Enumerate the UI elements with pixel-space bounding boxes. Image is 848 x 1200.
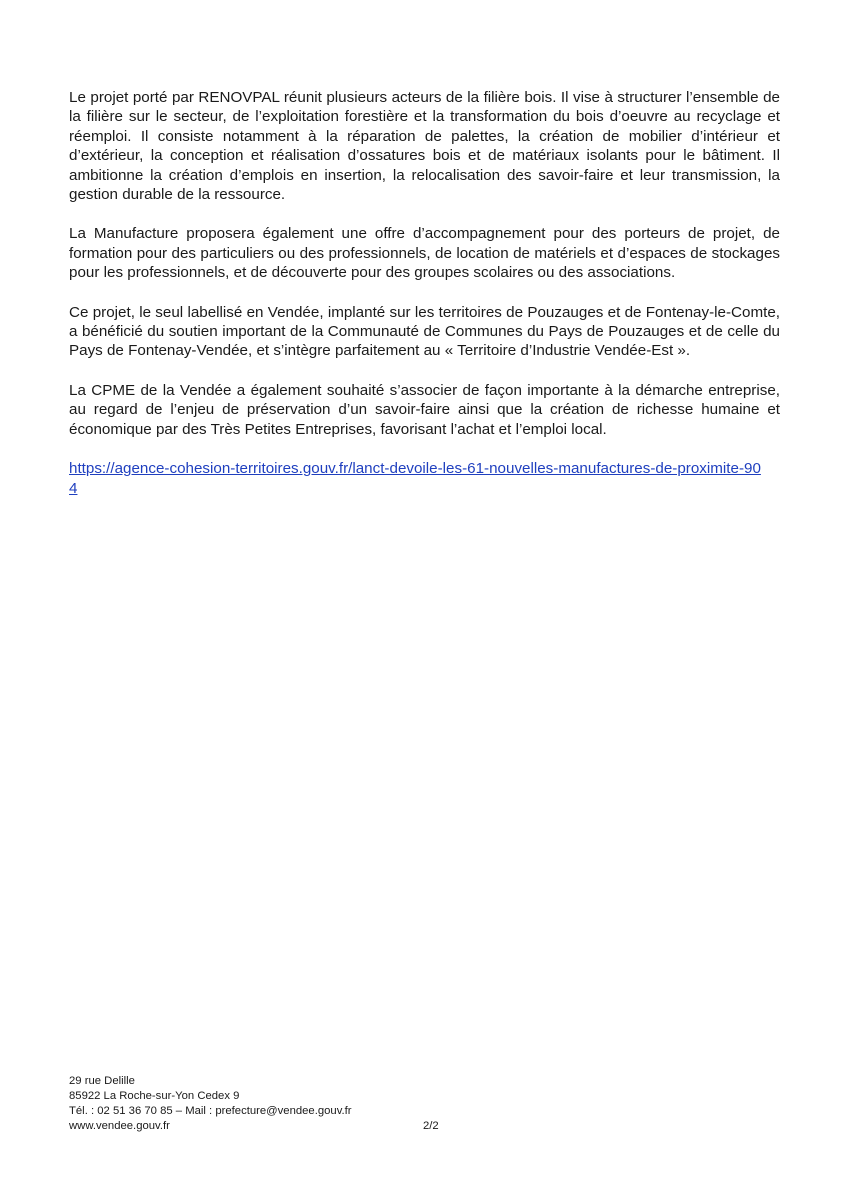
footer-website: www.vendee.gouv.fr	[69, 1120, 170, 1132]
document-body	[69, 88, 780, 498]
paragraph-manufacture: La Manufacture proposera également une offre d’accompagnement pour des porteurs de projet, de formation pour des particuliers ou des professionnels, de location de matériels et d’espaces de stockages pour les professionnels, et de découverte pour des groupes scolaires ou des associations.	[69, 225, 780, 282]
paragraph-projet: Ce projet, le seul labellisé en Vendée, implanté sur les territoires de Pouzauges et de Fontenay-le-Comte, a bénéficié du soutien important de la Communauté de Communes du Pays de Pouzauges et de celle du Pays de Fontenay-Vendée, et s’intègre parfaitement au « Territoire d’Industrie Vendée-Est ».	[69, 303, 780, 360]
source-link[interactable]: https://agence-cohesion-territoires.gouv.fr/lanct-devoile-les-61-nouvelles-manufactures-de-proximite-904	[69, 460, 761, 497]
page-number: 2/2	[423, 1120, 439, 1132]
paragraph-cpme: La CPME de la Vendée a également souhaité s’associer de façon importante à la démarche entreprise, au regard de l’enjeu de préservation d’un savoir-faire ainsi que la création de richesse humaine et économique par des Très Petites Entreprises, favorisant l’achat et l’emploi local.	[69, 381, 780, 438]
footer-address-street: 29 rue Delille	[69, 1075, 135, 1087]
footer-contact: Tél. : 02 51 36 70 85 – Mail : prefecture@vendee.gouv.fr	[69, 1105, 352, 1117]
footer-address-city: 85922 La Roche-sur-Yon Cedex 9	[69, 1090, 240, 1102]
paragraph-renovpal: Le projet porté par RENOVPAL réunit plusieurs acteurs de la filière bois. Il vise à structurer l’ensemble de la filière sur le secteur, de l’exploitation forestière et la transformation du bois d’oeuvre au recyclage et réemploi. Il consiste notamment à la réparation de palettes, la création de mobilier d’intérieur et d’extérieur, la conception et réalisation d’ossatures bois et de matériaux isolants pour le bâtiment. Il ambitionne la création d’emplois en insertion, la relocalisation des savoir-faire et leur transmission, la gestion durable de la ressource.	[69, 89, 780, 204]
